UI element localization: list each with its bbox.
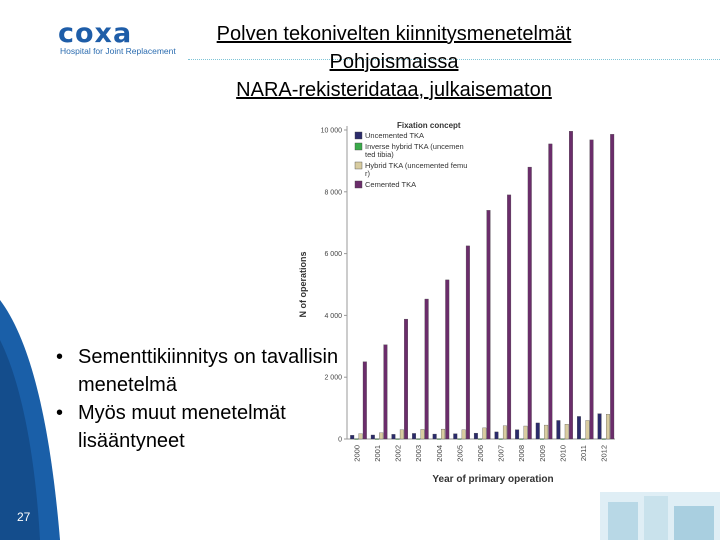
x-tick-label: 2006 [476, 445, 485, 462]
bar-hybrid-tka-uncemented-femur- [503, 426, 507, 439]
bar-cemented-tka [487, 210, 491, 439]
y-axis-label: N of operations [298, 251, 308, 318]
page-number: 27 [17, 510, 31, 524]
bar-uncemented-tka [433, 434, 437, 439]
bar-uncemented-tka [577, 416, 581, 439]
y-tick-label: 0 [338, 436, 342, 444]
bar-inverse-hybrid-tka-uncemented-tibia- [602, 439, 606, 440]
bar-hybrid-tka-uncemented-femur- [421, 429, 425, 439]
bar-inverse-hybrid-tka-uncemented-tibia- [458, 439, 462, 440]
bar-hybrid-tka-uncemented-femur- [483, 428, 487, 439]
bar-cemented-tka [404, 319, 408, 439]
bar-cemented-tka [425, 299, 429, 439]
bar-cemented-tka [384, 345, 388, 439]
bar-uncemented-tka [453, 434, 457, 439]
legend-entry: Uncemented TKA [365, 131, 425, 140]
bar-hybrid-tka-uncemented-femur- [400, 430, 404, 439]
bar-cemented-tka [466, 246, 470, 439]
bar-inverse-hybrid-tka-uncemented-tibia- [499, 439, 503, 440]
bar-inverse-hybrid-tka-uncemented-tibia- [520, 439, 524, 440]
x-tick-label: 2008 [517, 445, 527, 462]
y-tick-label: 8 000 [324, 189, 342, 197]
bar-inverse-hybrid-tka-uncemented-tibia- [540, 439, 544, 440]
legend-entry: Hybrid TKA (uncemented femu [365, 161, 468, 170]
y-tick-label: 4 000 [324, 312, 342, 320]
x-tick-label: 2004 [434, 445, 444, 462]
legend-entry-continued: ted tibia) [365, 150, 394, 159]
bullet-text: Sementtikiinnitys on tavallisin menetelmä [78, 346, 339, 396]
bar-uncemented-tka [350, 435, 354, 439]
x-tick-label: 2010 [558, 445, 568, 462]
bar-inverse-hybrid-tka-uncemented-tibia- [478, 439, 482, 440]
bar-inverse-hybrid-tka-uncemented-tibia- [416, 439, 420, 440]
x-axis-label: Year of primary operation [432, 474, 554, 485]
bar-inverse-hybrid-tka-uncemented-tibia- [561, 439, 565, 440]
bar-cemented-tka [507, 195, 511, 439]
legend-swatch [355, 162, 362, 169]
bar-uncemented-tka [412, 433, 416, 439]
x-tick-label: 2002 [393, 445, 403, 462]
bar-cemented-tka [569, 131, 573, 439]
title-line-2: Pohjoismaissa [329, 51, 459, 73]
bar-uncemented-tka [495, 432, 499, 439]
bar-hybrid-tka-uncemented-femur- [586, 420, 590, 439]
legend-title: Fixation concept [397, 121, 461, 130]
title-line-1: Polven tekonivelten kiinnitysmenetelmät [216, 23, 572, 45]
title-line-3: NARA-rekisteridataa, julkaisematon [236, 79, 552, 101]
legend-entry: Inverse hybrid TKA (uncemen [365, 142, 464, 151]
x-tick-label: 2011 [579, 445, 589, 462]
y-tick-label: 2 000 [324, 374, 342, 382]
bar-cemented-tka [363, 362, 367, 439]
bar-uncemented-tka [557, 420, 561, 439]
bar-hybrid-tka-uncemented-femur- [544, 425, 548, 439]
coxa-logo [58, 20, 178, 60]
bullet-marker: • [56, 346, 64, 368]
decorative-corner-image [600, 492, 720, 540]
logo-tagline: Hospital for Joint Replacement [60, 46, 176, 56]
bar-cemented-tka [445, 280, 449, 439]
bar-uncemented-tka [598, 414, 602, 439]
bullet-item [52, 399, 342, 455]
bullet-marker: • [56, 402, 64, 424]
bar-inverse-hybrid-tka-uncemented-tibia- [375, 439, 379, 440]
legend-swatch [355, 181, 362, 188]
fixation-bar-chart [293, 110, 628, 490]
bar-hybrid-tka-uncemented-femur- [524, 426, 528, 439]
bar-uncemented-tka [371, 435, 375, 439]
x-tick-label: 2009 [537, 445, 547, 462]
logo-wordmark: coxa [58, 18, 133, 49]
bullet-text: Myös muut menetelmät lisääntyneet [78, 402, 286, 452]
y-tick-label: 6 000 [324, 251, 342, 259]
bar-hybrid-tka-uncemented-femur- [379, 433, 383, 439]
bar-hybrid-tka-uncemented-femur- [565, 424, 569, 439]
bar-inverse-hybrid-tka-uncemented-tibia- [396, 439, 400, 440]
legend-swatch [355, 143, 362, 150]
bullet-list [52, 343, 342, 455]
bar-uncemented-tka [536, 423, 540, 439]
x-tick-label: 2001 [372, 445, 382, 462]
bar-hybrid-tka-uncemented-femur- [462, 430, 466, 439]
legend-swatch [355, 132, 362, 139]
x-tick-label: 2000 [352, 445, 362, 462]
bar-inverse-hybrid-tka-uncemented-tibia- [355, 439, 359, 440]
x-tick-label: 2012 [599, 445, 609, 462]
bar-hybrid-tka-uncemented-femur- [606, 414, 610, 439]
x-tick-label: 2007 [496, 445, 506, 462]
bullet-item [52, 343, 342, 399]
bar-hybrid-tka-uncemented-femur- [359, 434, 363, 439]
y-tick-label: 10 000 [320, 127, 342, 135]
bar-cemented-tka [528, 167, 532, 439]
bar-inverse-hybrid-tka-uncemented-tibia- [581, 439, 585, 440]
bar-cemented-tka [549, 144, 553, 439]
bar-uncemented-tka [474, 433, 478, 439]
legend-entry-continued: r) [365, 169, 370, 178]
bar-inverse-hybrid-tka-uncemented-tibia- [437, 439, 441, 440]
x-tick-label: 2003 [414, 445, 424, 462]
bar-hybrid-tka-uncemented-femur- [441, 429, 445, 439]
bar-cemented-tka [610, 134, 614, 439]
bar-uncemented-tka [515, 430, 519, 439]
bar-uncemented-tka [392, 434, 396, 439]
x-tick-label: 2005 [455, 445, 465, 462]
legend-entry: Cemented TKA [365, 180, 417, 189]
bar-cemented-tka [590, 140, 594, 439]
slide-title [188, 20, 600, 104]
